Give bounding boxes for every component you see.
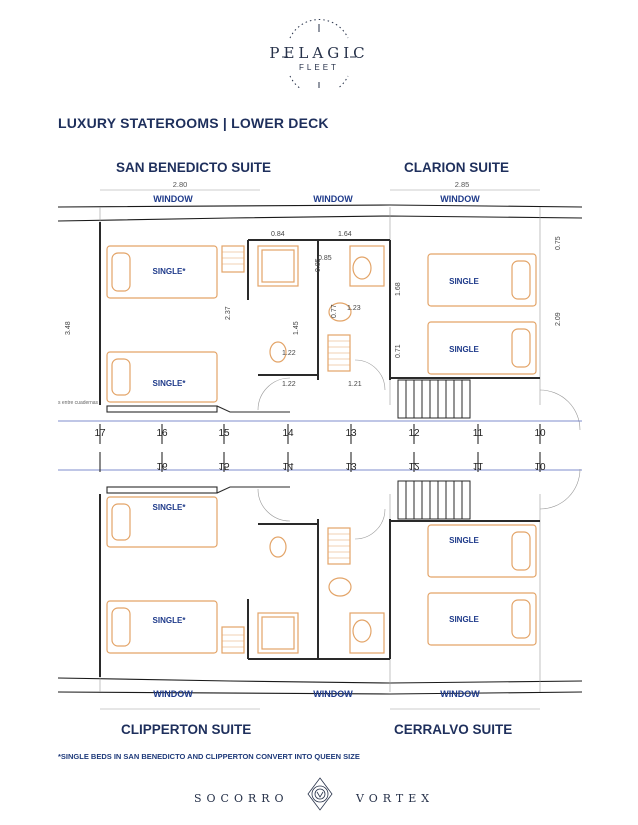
bed-label: SINGLE bbox=[449, 345, 479, 354]
frame-number: 10 bbox=[534, 460, 546, 471]
frame-number: 14 bbox=[282, 460, 294, 471]
frame-number: 11 bbox=[472, 428, 484, 439]
suite-name-clarion: CLARION SUITE bbox=[404, 160, 510, 175]
bed-label: SINGLE* bbox=[152, 616, 186, 625]
frame-number: 10 bbox=[534, 428, 546, 439]
bed-label: SINGLE bbox=[449, 615, 479, 624]
window-label: WINDOW bbox=[313, 194, 353, 204]
bed-label: SINGLE bbox=[449, 536, 479, 545]
suite-name-clipperton: CLIPPERTON SUITE bbox=[121, 722, 252, 737]
suite-name-cerralvo: CERRALVO SUITE bbox=[394, 722, 513, 737]
vortex-logo-icon bbox=[306, 776, 334, 812]
suite-name-san-benedicto: SAN BENEDICTO SUITE bbox=[116, 160, 272, 175]
footer-right-text: VORTEX bbox=[356, 792, 435, 805]
dim-label: 1.68 bbox=[395, 282, 402, 296]
brand-subtitle: FLEET bbox=[299, 63, 339, 72]
dim-label: 0.75 bbox=[555, 236, 562, 250]
frame-number: 16 bbox=[156, 428, 168, 439]
dim-label: 1.22 bbox=[282, 381, 296, 388]
dim-label: 0.71 bbox=[395, 344, 402, 358]
bed-label: SINGLE* bbox=[152, 267, 186, 276]
dim-label: 0.85 bbox=[318, 255, 332, 262]
frame-number: 12 bbox=[408, 428, 420, 439]
brand-name: PELAGIC bbox=[269, 44, 369, 62]
dim-label: 1.21 bbox=[348, 381, 362, 388]
bed-label: SINGLE* bbox=[152, 503, 186, 512]
dim-label: 1.64 bbox=[338, 231, 352, 238]
frame-number: 13 bbox=[345, 460, 357, 471]
dim-label: 2.09 bbox=[555, 312, 562, 326]
frame-number: 15 bbox=[218, 460, 230, 471]
window-label: WINDOW bbox=[313, 689, 353, 699]
frame-number: 15 bbox=[218, 428, 230, 439]
frame-number: 17 bbox=[94, 428, 106, 439]
bed-label: SINGLE* bbox=[152, 379, 186, 388]
window-label: WINDOW bbox=[153, 689, 193, 699]
dim-label: 1.22 bbox=[282, 350, 296, 357]
window-label: WINDOW bbox=[440, 689, 480, 699]
frame-number: 14 bbox=[282, 428, 294, 439]
bed-label: SINGLE bbox=[449, 277, 479, 286]
window-label: WINDOW bbox=[440, 194, 480, 204]
dim-top-left: 2.80 bbox=[172, 180, 188, 189]
frame-number: 11 bbox=[472, 460, 484, 471]
dim-label: 1.45 bbox=[293, 321, 300, 335]
footer-left-text: SOCORRO bbox=[194, 792, 289, 805]
note-label: s entre cuadernas bbox=[58, 400, 99, 406]
dim-top-right: 2.85 bbox=[454, 180, 470, 189]
frame-number: 13 bbox=[345, 428, 357, 439]
window-label: WINDOW bbox=[153, 194, 193, 204]
footnote: *SINGLE BEDS IN SAN BENEDICTO AND CLIPPERTON CONVERT INTO QUEEN SIZE bbox=[58, 752, 360, 761]
page-title: LUXURY STATEROOMS | LOWER DECK bbox=[58, 115, 329, 131]
dim-label: 1.23 bbox=[347, 305, 361, 312]
dim-label: 0.77 bbox=[331, 304, 338, 318]
frame-number: 16 bbox=[156, 460, 168, 471]
frame-number: 12 bbox=[408, 460, 420, 471]
dim-label: 2.37 bbox=[225, 306, 232, 320]
dim-label: 0.84 bbox=[271, 231, 285, 238]
dim-label: 3.48 bbox=[65, 321, 72, 335]
dim-label: 0.85 bbox=[315, 258, 322, 272]
